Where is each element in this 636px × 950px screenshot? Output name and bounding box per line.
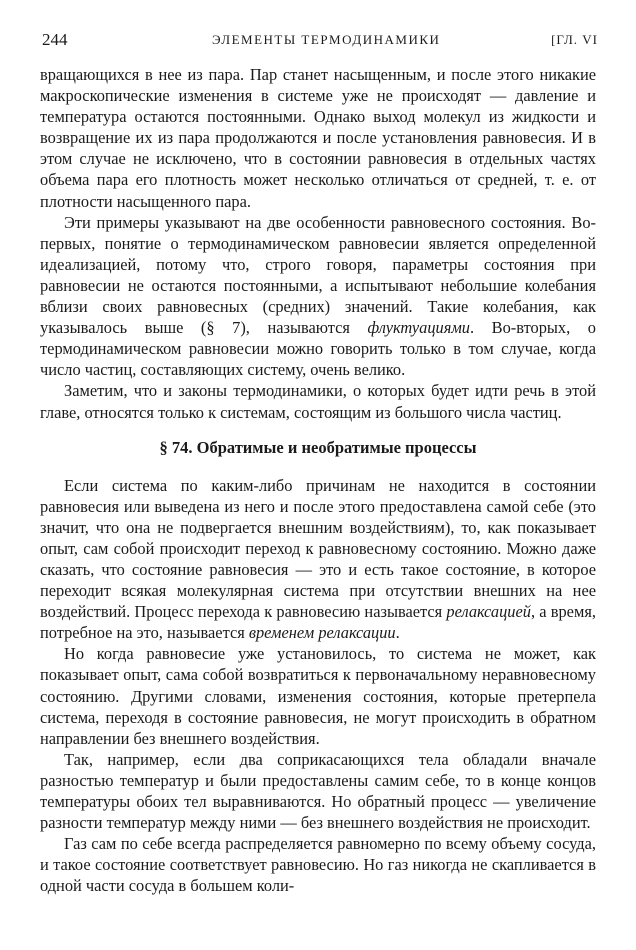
paragraph-relaxation — [40, 475, 596, 644]
section-heading: § 74. Обратимые и необратимые процессы — [159, 437, 477, 457]
page-body — [40, 64, 596, 896]
paragraph-gas-example: Газ сам по себе всегда распределяется равномерно по всему объему сосуда, и такое состояние соответствует равновесию. Но газ никогда не скапливается в одной части сосуда в большем коли- — [40, 834, 596, 896]
paragraph-continued: вращающихся в нее из пара. Пар станет насыщенным, и после этого никакие макроскопические изменения в системе уже не происходят — давление и температура остаются постоянными. Однако выход молекул из жидкости и возвращение их из пара продолжаются и после установления равновесия. И в этом случае не исключено, что в состоянии равновесия в отдельных частях объема пара его плотность может несколько отличаться от средней, т. е. от плотности насыщенного пара. — [40, 65, 596, 211]
paragraph-text: Если система по каким-либо причинам не находится в состоянии равновесия или выведена из него и после этого предоставлена самой себе (это значит, что она не подвергается внешним воздействиям), то, как показывает опыт, сам собой происходит переход к равновесному состоянию. Можно даже сказать, что состояние равновесия — это и есть такое состояние, в которое переходит всякая молекулярная система при отсутствии внешних на нее воздействий. Процесс перехода к равновесию называется — [40, 475, 596, 622]
paragraph-text: Эти примеры указывают на две особенности равновесного состояния. Во-первых, понятие о термодинамическом равновесии является определенной идеализацией, потому что, строго говоря, параметры состояния при равновесии не остаются постоянными, а испытывают небольшие колебания вблизи своих равновесных (средних) значений. Такие колебания, как указывалось выше (§ 7), называются — [40, 212, 596, 338]
paragraph-laws-note: Заметим, что и законы термодинамики, о которых будет идти речь в этой главе, относятся только к системам, состоящим из большого числа частиц. — [40, 381, 596, 422]
paragraph-text: . Во-вторых, о термодинамическом равновесии можно говорить только в том случае, когда число частиц, составляющих систему, очень велико. — [40, 318, 596, 380]
paragraph-text: . — [395, 623, 400, 643]
term-fluctuations: флуктуациями — [367, 318, 470, 338]
page-number: 244 — [42, 30, 68, 49]
paragraph-temperature-example: Так, например, если два соприкасающихся тела обладали вначале разностью температур и были предоставлены самим себе, то в конце концов температуры обоих тел выравниваются. Но обратный процесс — увеличение разности температур между ними — без внешнего воздействия не происходит. — [40, 749, 596, 833]
page-header — [42, 30, 598, 52]
term-relaxation: релаксацией — [446, 602, 531, 622]
paragraph-equilibrium-features — [40, 212, 596, 381]
running-title: ЭЛЕМЕНТЫ ТЕРМОДИНАМИКИ — [212, 32, 441, 47]
term-relaxation-time: временем релаксации — [248, 623, 396, 643]
chapter-label: [ГЛ. VI — [551, 32, 598, 47]
paragraph-text: , а время, потребное на это, называется — [40, 602, 596, 643]
paragraph-irreversibility: Но когда равновесие уже установилось, то система не может, как показывает опыт, сама собой возвратиться к первоначальному неравновесному состоянию. Другими словами, изменения состояния, которые претерпела система, переходя в состояние равновесия, не могут происходить в обратном направлении без внешнего воздействия. — [40, 644, 596, 748]
